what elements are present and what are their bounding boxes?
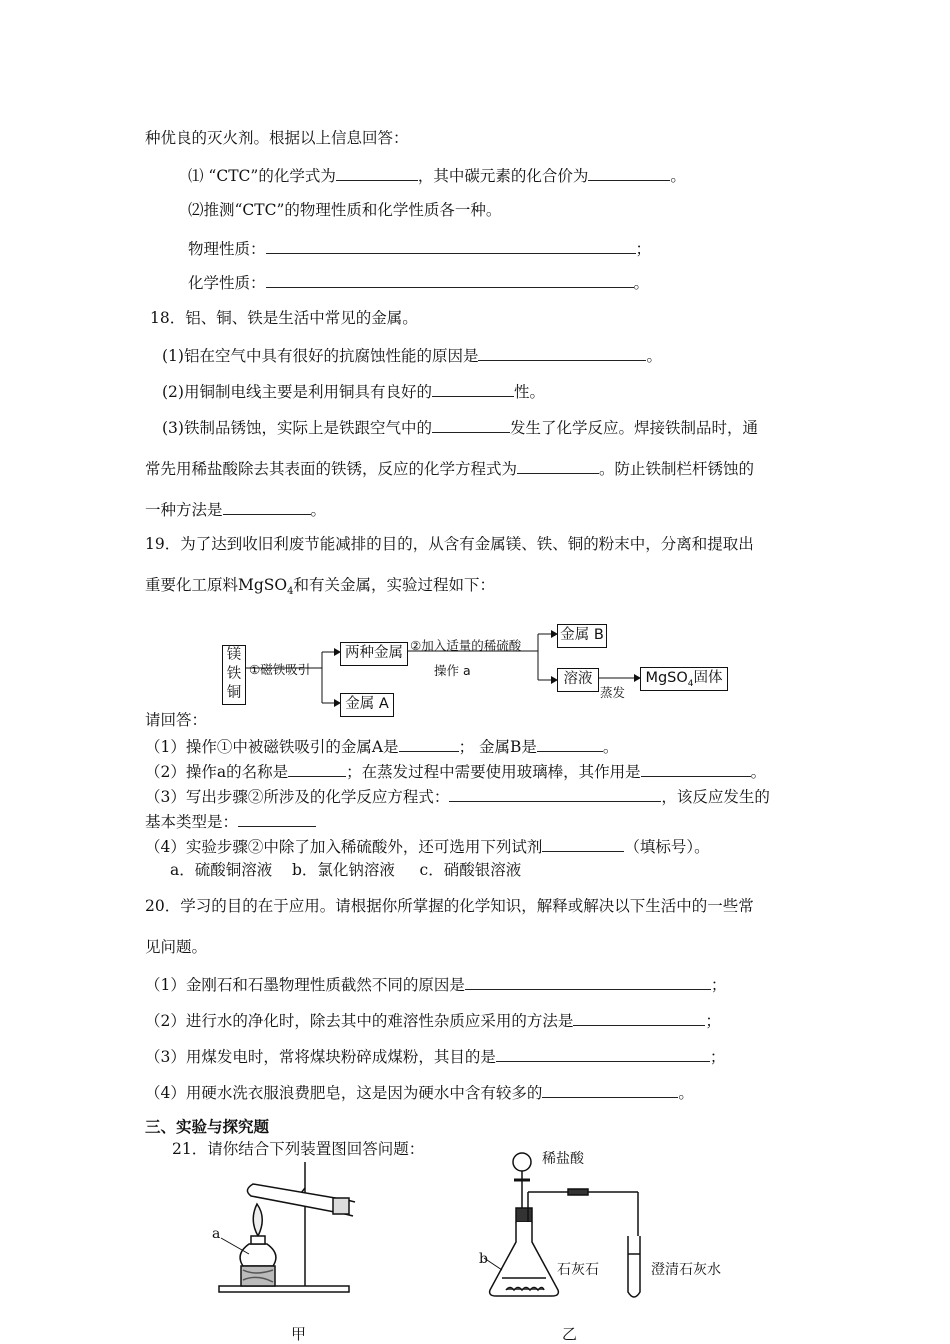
solution-box: 溶液 (557, 668, 599, 692)
question-title: 21．请你结合下列装置图回答问题： (172, 1140, 425, 1158)
text: 。 (750, 763, 767, 781)
text: ； (635, 240, 652, 258)
limestone-label: 石灰石 (557, 1262, 599, 1278)
text: ； (709, 1048, 726, 1066)
text: （1）金刚石和石墨物理性质截然不同的原因是 (145, 976, 465, 994)
text-line: 请回答： (145, 711, 208, 729)
question-line (145, 810, 316, 832)
caption-jia: 甲 (291, 1325, 307, 1343)
text: ，其中碳元素的化合价为 (417, 167, 589, 185)
metal-a-box: 金属 A (340, 693, 394, 717)
question-line (145, 1009, 721, 1031)
answer-blank[interactable] (465, 973, 711, 990)
question-line (145, 785, 770, 807)
text: 一种方法是 (145, 501, 223, 519)
options-line: a．硫酸铜溶液 b．氯化钠溶液 c．硝酸银溶液 (170, 861, 522, 879)
text: ； (710, 976, 727, 994)
metal-label: 镁 (226, 647, 242, 663)
question-title: 18．铝、铜、铁是生活中常见的金属。 (150, 309, 418, 327)
text: 。 (678, 1084, 694, 1102)
question-line (145, 835, 710, 857)
text: （3）用煤发电时，常将煤块粉碎成煤粉，其目的是 (145, 1048, 496, 1066)
text: 。 (310, 501, 327, 519)
question-line (145, 1045, 725, 1067)
answer-blank[interactable] (238, 810, 316, 827)
text: 物理性质： (188, 240, 266, 258)
answer-blank[interactable] (449, 785, 661, 802)
text: 发生了化学反应。焊接铁制品时，通 (509, 419, 758, 437)
text: （2）操作a的名称是 (145, 763, 289, 781)
text-line: ⑵推测“CTC”的物理性质和化学性质各一种。 (188, 201, 502, 219)
metal-b-box: 金属 B (557, 624, 607, 648)
mgso4-solid-box (640, 667, 728, 691)
label-b: b (479, 1251, 488, 1267)
text: 。 (633, 274, 650, 292)
question-title: 20．学习的目的在于应用。请根据你所掌握的化学知识，解释或解决以下生活中的一些常 (145, 897, 754, 915)
text: （1）操作①中被磁铁吸引的金属A是 (145, 738, 399, 756)
text: （4）实验步骤②中除了加入稀硫酸外，还可选用下列试剂 (145, 838, 543, 856)
question-line (145, 735, 618, 757)
two-metals-box: 两种金属 (340, 642, 408, 666)
text: ； 金属B是 (458, 738, 537, 756)
text: （4）用硬水洗衣服浪费肥皂，这是因为硬水中含有较多的 (145, 1084, 543, 1102)
operation-a-label: 操作 a (434, 663, 471, 678)
step1-label: ①磁铁吸引 (249, 662, 311, 677)
text: 常先用稀盐酸除去其表面的铁锈，反应的化学方程式为 (145, 460, 518, 478)
text: ； (705, 1012, 721, 1030)
answer-blank[interactable] (641, 760, 751, 777)
answer-blank[interactable] (496, 1045, 710, 1062)
question-line (145, 973, 726, 995)
text: ；在蒸发过程中需要使用玻璃棒，其作用是 (346, 763, 641, 781)
text: 。 (602, 738, 619, 756)
text: 。 (646, 347, 662, 365)
text: MgSO (645, 670, 688, 686)
text: ⑴ “CTC”的化学式为 (188, 167, 336, 185)
text: 固体 (693, 670, 723, 686)
apparatus-yi (470, 1150, 670, 1305)
text: （3）写出步骤②所涉及的化学反应方程式： (145, 788, 450, 806)
text: 。防止铁制栏杆锈蚀的 (599, 460, 755, 478)
text-line: 见问题。 (145, 938, 208, 956)
subscript: 4 (687, 678, 694, 689)
question-line (145, 760, 766, 782)
text: 基本类型是： (145, 813, 239, 831)
text: 和有关金属，实验过程如下： (293, 576, 496, 594)
text: 化学性质： (188, 274, 266, 292)
answer-blank[interactable] (288, 760, 346, 777)
answer-blank[interactable] (537, 735, 603, 752)
text: ，该反应发生的 (661, 788, 770, 806)
start-metals-box (222, 645, 246, 705)
text: （2）进行水的净化时，除去其中的难溶性杂质应采用的方法是 (145, 1012, 574, 1030)
text: (2)用铜制电线主要是利用铜具有良好的 (162, 383, 432, 401)
caption-yi: 乙 (562, 1325, 578, 1343)
question-line (145, 1081, 694, 1103)
text-line: 种优良的灭火剂。根据以上信息回答： (145, 129, 409, 147)
answer-blank[interactable] (573, 1009, 705, 1026)
apparatus-jia (205, 1158, 375, 1308)
answer-blank[interactable] (399, 735, 459, 752)
subscript: 4 (287, 586, 294, 598)
answer-blank[interactable] (542, 835, 624, 852)
question-title: 19．为了达到收旧利废节能减排的目的，从含有金属镁、铁、铜的粉末中，分离和提取出 (145, 535, 754, 553)
step2-label: ②加入适量的稀硫酸 (410, 638, 522, 653)
metal-label: 铁 (226, 666, 242, 682)
text: 性。 (513, 383, 545, 401)
label-a: a (212, 1226, 221, 1242)
acid-label: 稀盐酸 (542, 1151, 584, 1167)
metal-label: 铜 (226, 685, 242, 701)
text: (3)铁制品锈蚀，实际上是铁跟空气中的 (162, 419, 432, 437)
text: （填标号）。 (624, 838, 710, 856)
text: 重要化工原料MgSO (145, 576, 288, 594)
limewater-label: 澄清石灰水 (651, 1262, 721, 1278)
text: 。 (670, 167, 686, 185)
evaporate-label: 蒸发 (600, 685, 626, 700)
text: (1)铝在空气中具有很好的抗腐蚀性能的原因是 (162, 347, 479, 365)
section-heading: 三、实验与探究题 (145, 1118, 270, 1136)
answer-blank[interactable] (542, 1081, 678, 1098)
